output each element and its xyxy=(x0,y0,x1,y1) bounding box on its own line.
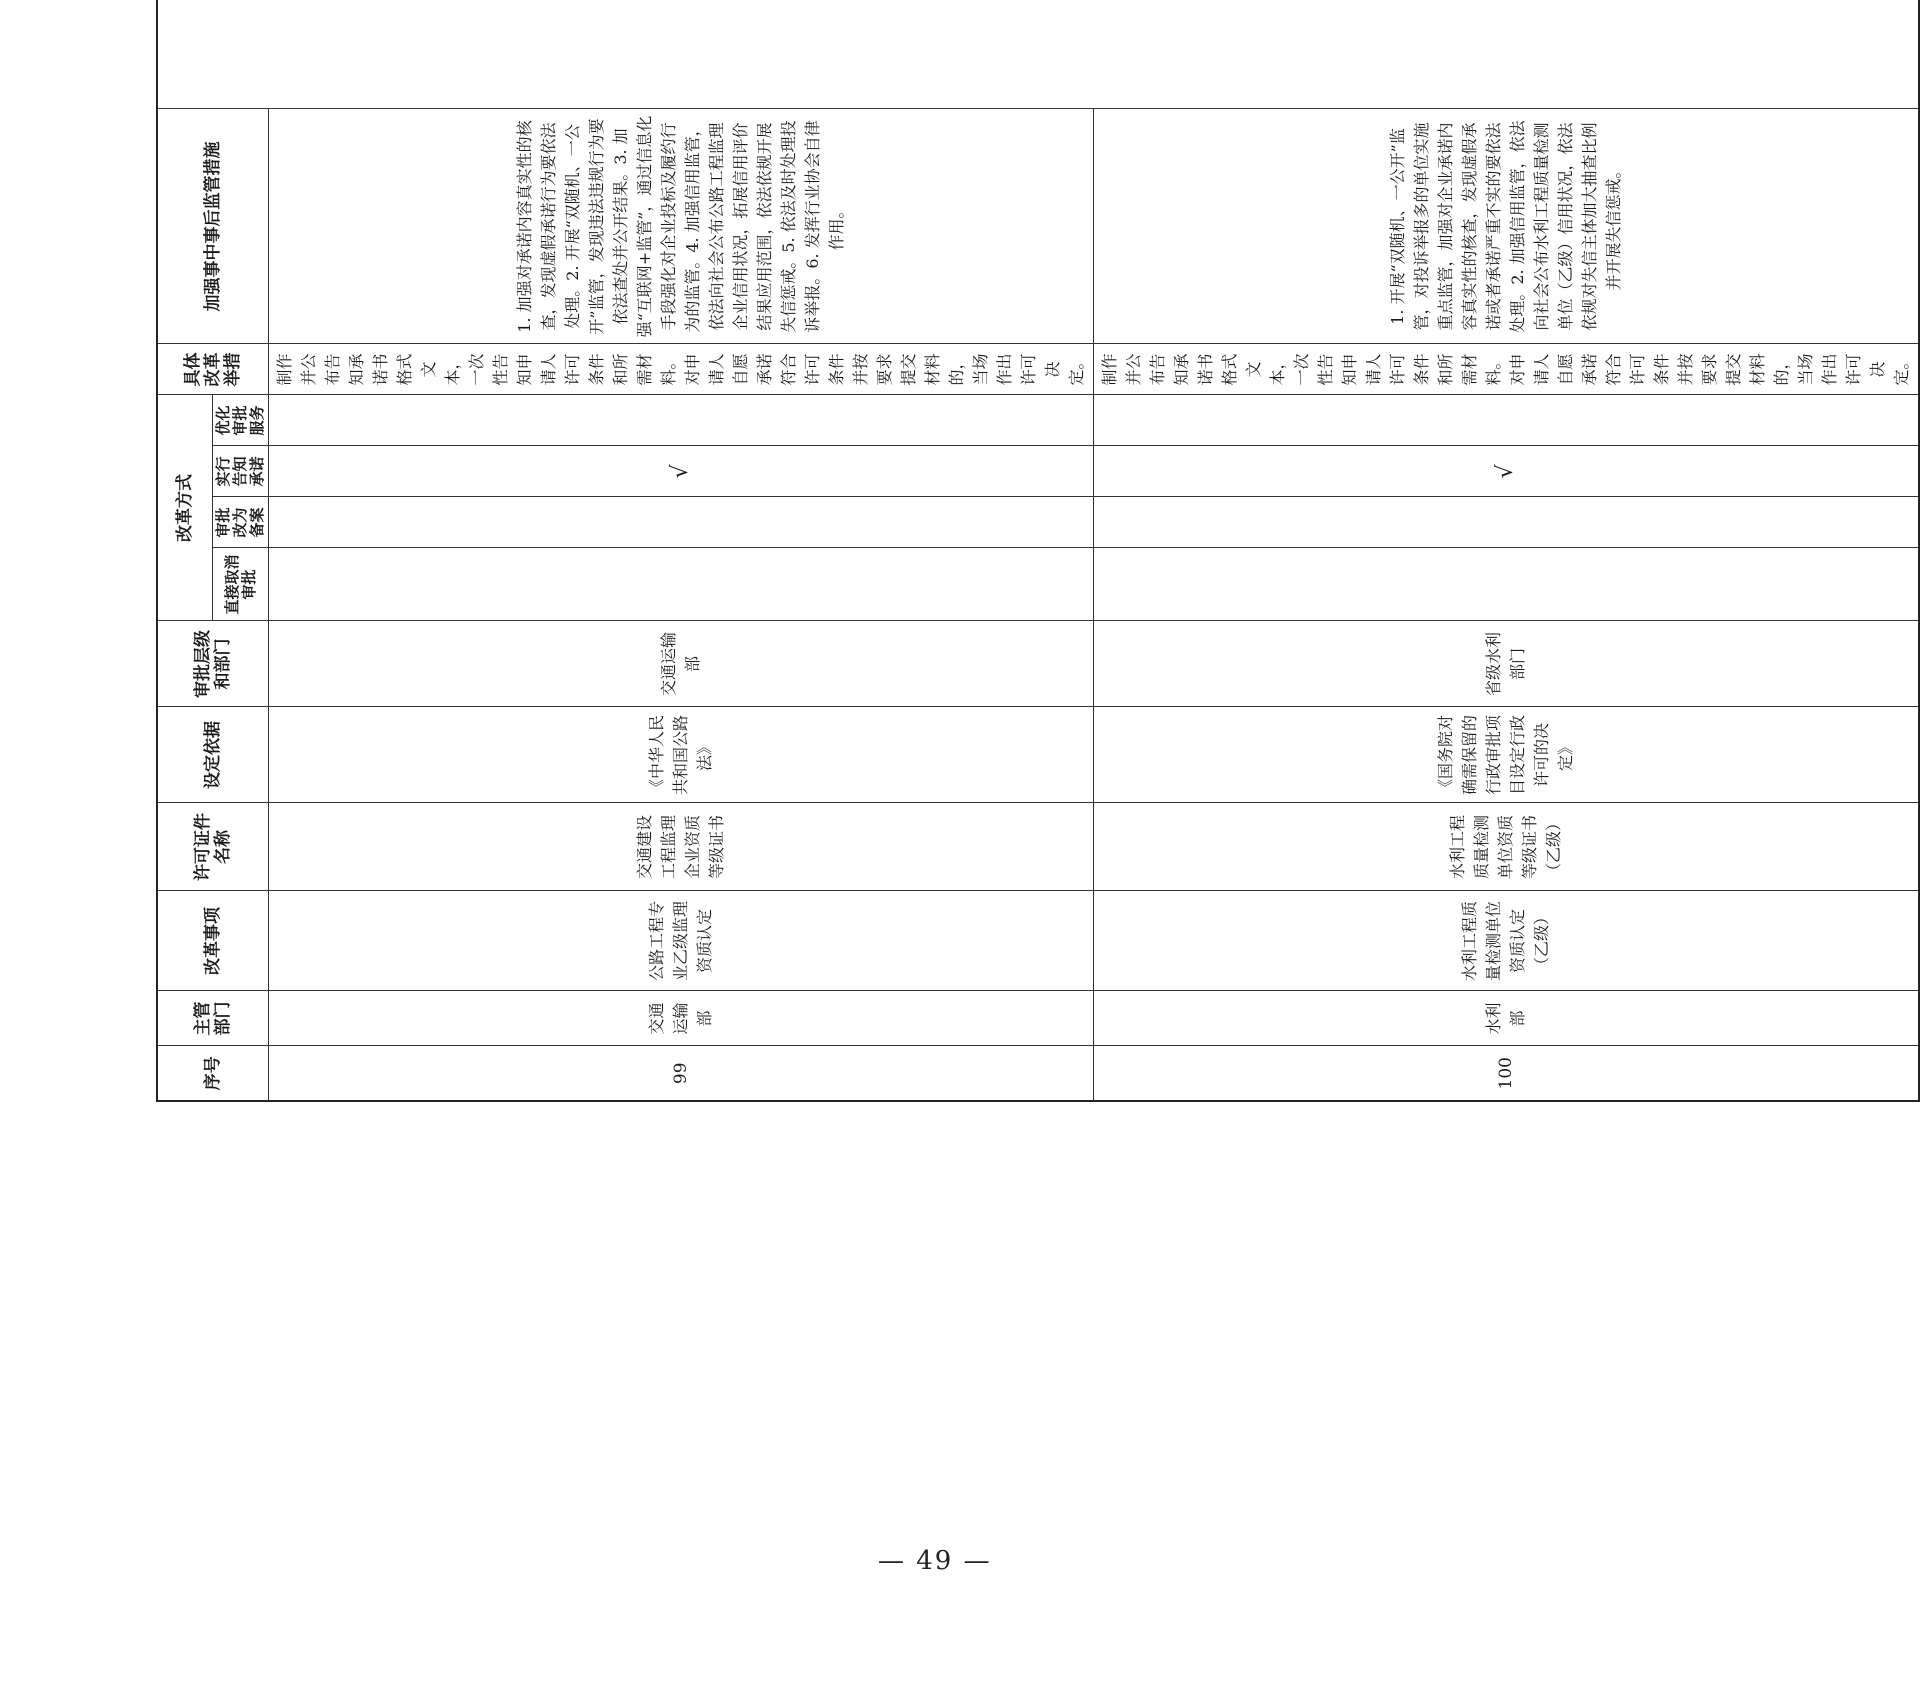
header-mode-optimize: 优化审批服务 xyxy=(213,395,269,446)
header-dept: 主管部门 xyxy=(157,991,269,1046)
cell-supervision: 1. 加强对承诺内容真实性的核查，发现虚假承诺行为要依法处理。2. 开展“双随机、一公开”监管，发现违法违规行为要依法查处并公开结果。3. 加强“互联网+监管”，通过信息化手段强化对企业投标及履约行为的监管。4. 加强信用监管，依法向社会公布公路工程监理企业信用状况，拓展信用评价结果应用范围，依法依规开展失信惩戒。5. 依法及时处理投诉举报。6. 发挥行业协会自律作用。 xyxy=(269,109,1094,344)
header-license: 许可证件名称 xyxy=(157,803,269,891)
cell-license: 水利工程质量检测单位资质等级证书（乙级） xyxy=(1094,803,1920,891)
reform-table xyxy=(156,0,1920,1102)
header-row xyxy=(157,0,213,1101)
cell-basis: 《中华人民共和国公路法》 xyxy=(269,707,1094,803)
cell-supervision: 1. 开展“双随机、一公开”监管，对投诉举报多的单位实施重点监管，加强对企业承诺内容真实性的核查，发现虚假承诺或者承诺严重不实的要依法处理。2. 加强信用监管，依法向社会公布水利工程质量检测单位（乙级）信用状况，依法依规对失信主体加大抽查比例并开展失信惩戒。 xyxy=(1094,109,1920,344)
cell-dept: 交通运输部 xyxy=(269,991,1094,1046)
header-item: 改革事项 xyxy=(157,891,269,991)
cell-item: 公路工程专业乙级监理资质认定 xyxy=(269,891,1094,991)
cell-seq: 100 xyxy=(1094,1046,1920,1101)
cell-item: 水利工程质量检测单位资质认定（乙级） xyxy=(1094,891,1920,991)
cell-basis: 《国务院对确需保留的行政审批项目设定行政许可的决定》 xyxy=(1094,707,1920,803)
cell-mode-filing xyxy=(269,497,1094,548)
cell-dept: 水利部 xyxy=(1094,991,1920,1046)
cell-level: 交通运输部 xyxy=(269,621,1094,707)
cell-level: 省级水利部门 xyxy=(1094,621,1920,707)
cell-mode-notify-check: √ xyxy=(1094,446,1920,497)
cell-mode-notify-check: √ xyxy=(269,446,1094,497)
header-seq: 序号 xyxy=(157,1046,269,1101)
cell-seq: 99 xyxy=(269,1046,1094,1101)
table-row xyxy=(1094,0,1920,1101)
header-reform-mode: 改革方式 xyxy=(157,395,213,621)
cell-mode-cancel xyxy=(1094,548,1920,621)
cell-mode-filing xyxy=(1094,497,1920,548)
header-level: 审批层级和部门 xyxy=(157,621,269,707)
header-supervision: 加强事中事后监管措施 xyxy=(157,109,269,344)
header-measures: 具体改革举措 xyxy=(157,344,269,395)
cell-measures: 制作并公布告知承诺书格式文本，一次性告知申请人许可条件和所需材料。对申请人自愿承诺符合许可条件并按要求提交材料的，当场作出许可决定。 xyxy=(1094,344,1920,395)
cell-measures: 制作并公布告知承诺书格式文本，一次性告知申请人许可条件和所需材料。对申请人自愿承诺符合许可条件并按要求提交材料的，当场作出许可决定。 xyxy=(269,344,1094,395)
header-basis: 设定依据 xyxy=(157,707,269,803)
header-mode-filing: 审批改为备案 xyxy=(213,497,269,548)
cell-mode-optimize xyxy=(269,395,1094,446)
table-wrapper xyxy=(156,0,1911,1102)
cell-mode-cancel xyxy=(269,548,1094,621)
header-mode-notify: 实行告知承诺 xyxy=(213,446,269,497)
cell-license: 交通建设工程监理企业资质等级证书 xyxy=(269,803,1094,891)
page-number: — 49 — xyxy=(878,1546,992,1576)
table-row xyxy=(269,0,1094,1101)
cell-mode-optimize xyxy=(1094,395,1920,446)
header-mode-cancel: 直接取消审批 xyxy=(213,548,269,621)
rotated-table-container xyxy=(156,115,1911,1102)
